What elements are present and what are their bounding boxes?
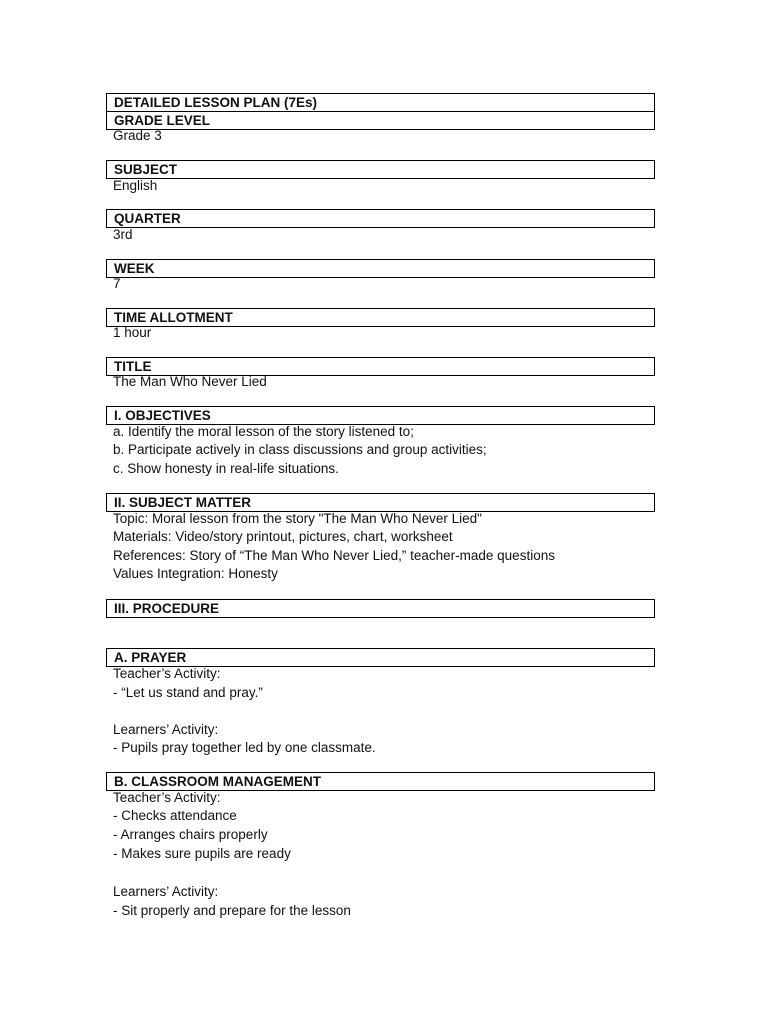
cm-teacher-item: - Arranges chairs properly <box>113 827 268 842</box>
grade-level-header: GRADE LEVEL <box>106 111 655 130</box>
subject-matter-line: Topic: Moral lesson from the story "The Man Who Never Lied" <box>113 511 482 526</box>
prayer-learner-item: - Pupils pray together led by one classmate. <box>113 740 376 755</box>
cm-teacher-item: - Checks attendance <box>113 808 237 823</box>
subject-value: English <box>113 178 158 193</box>
objective-item: c. Show honesty in real-life situations. <box>113 461 339 476</box>
week-header: WEEK <box>106 259 655 278</box>
objective-item: a. Identify the moral lesson of the story listened to; <box>113 424 414 439</box>
cm-teacher-label: Teacher’s Activity: <box>113 790 221 805</box>
objectives-header: I. OBJECTIVES <box>106 406 655 425</box>
procedure-header: III. PROCEDURE <box>106 599 655 618</box>
subject-matter-line: Materials: Video/story printout, pictures, chart, worksheet <box>113 529 453 544</box>
quarter-value: 3rd <box>113 227 133 242</box>
time-allotment-value: 1 hour <box>113 325 152 340</box>
week-value: 7 <box>113 276 121 291</box>
subject-header: SUBJECT <box>106 160 655 179</box>
subject-matter-header: II. SUBJECT MATTER <box>106 493 655 512</box>
time-allotment-header: TIME ALLOTMENT <box>106 308 655 327</box>
cm-learner-label: Learners’ Activity: <box>113 884 219 899</box>
prayer-teacher-label: Teacher’s Activity: <box>113 666 221 681</box>
quarter-header: QUARTER <box>106 209 655 228</box>
cm-learner-item: - Sit properly and prepare for the lesson <box>113 903 351 918</box>
prayer-header: A. PRAYER <box>106 648 655 667</box>
classroom-management-header: B. CLASSROOM MANAGEMENT <box>106 772 655 791</box>
grade-level-value: Grade 3 <box>113 128 162 143</box>
objective-item: b. Participate actively in class discussions and group activities; <box>113 442 487 457</box>
prayer-learner-label: Learners’ Activity: <box>113 722 219 737</box>
cm-teacher-item: - Makes sure pupils are ready <box>113 846 291 861</box>
document-title: DETAILED LESSON PLAN (7Es) <box>106 93 655 112</box>
subject-matter-line: Values Integration: Honesty <box>113 566 278 581</box>
subject-matter-line: References: Story of “The Man Who Never Lied,” teacher-made questions <box>113 548 555 563</box>
title-header: TITLE <box>106 357 655 376</box>
prayer-teacher-item: - “Let us stand and pray.” <box>113 685 263 700</box>
title-value: The Man Who Never Lied <box>113 374 267 389</box>
